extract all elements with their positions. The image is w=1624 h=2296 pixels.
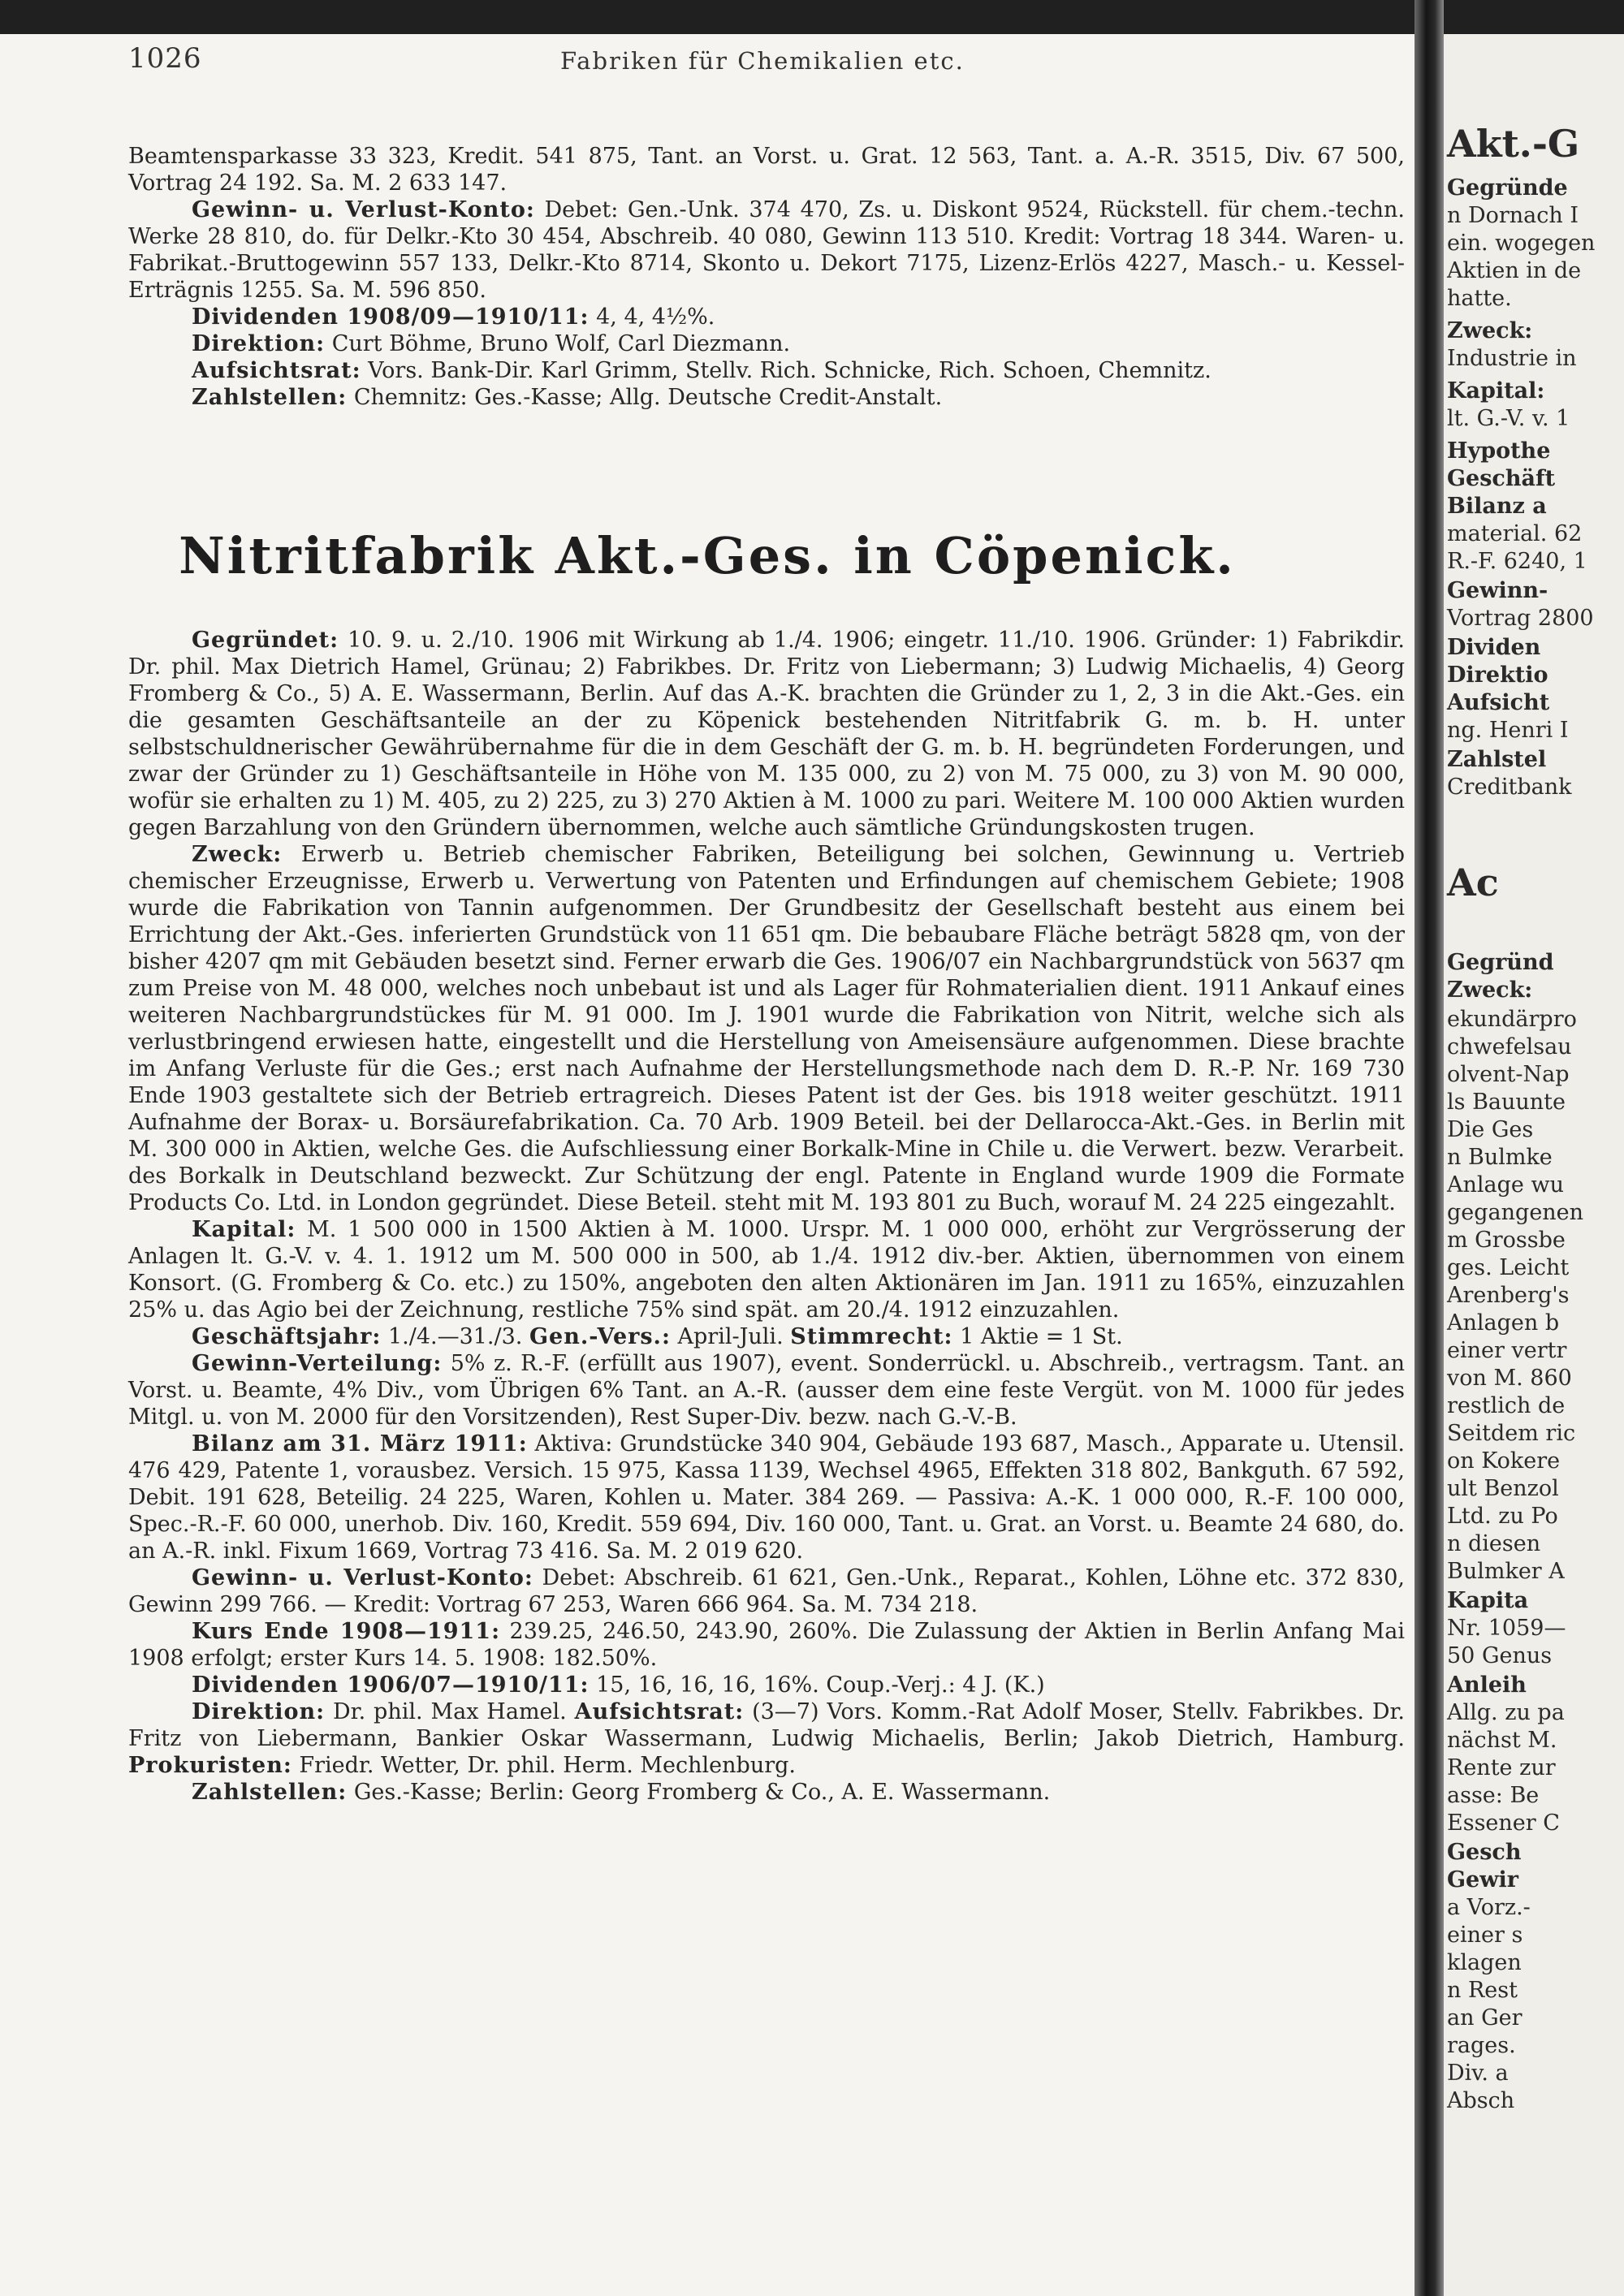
capital-text: M. 1 500 000 in 1500 Aktien à M. 1000. Urspr. M. 1 000 000, erhöht zur Vergrösserung der Anlagen lt. G.-V. v. 4. 1. 1912 um M. 500 000 in 500, ab 1./4. 1912 div.-ber. Aktien, übernommen von einem Konsort. (G. Fromberg & Co. etc.) zu 150%, angeboten den alten Aktionären im Jan. 1911 zu 165%, einzuzahlen 25% u. das Agio bei der Zeichnung, restliche 75% sind spät. am 20./4. 1912 einzuzahlen.	[128, 1217, 1405, 1323]
facing-page-line: Zweck:	[1447, 318, 1533, 343]
direction-label: Direktion:	[192, 1699, 326, 1724]
facing-page-line: ges. Leicht	[1447, 1255, 1570, 1280]
facing-page-line: nächst M.	[1447, 1728, 1557, 1753]
facing-page-fragment	[1444, 34, 1624, 2296]
fiscal-year-label: Geschäftsjahr:	[192, 1324, 382, 1349]
facing-page-line: Gegründe	[1447, 175, 1568, 201]
facing-page-line: Bilanz a	[1447, 494, 1547, 519]
voting-right-label: Stimmrecht:	[790, 1324, 953, 1349]
facing-page-line: Gewinn-	[1447, 578, 1548, 603]
supervisory-board-text: (3—7) Vors. Komm.-Rat Adolf Moser, Stellv. Fabrikbes. Dr. Fritz von Liebermann, Bankier Oskar Wassermann, Ludwig Michaelis, Berlin; Jakob Dietrich, Hamburg.	[128, 1699, 1405, 1751]
facing-page-line: Essener C	[1447, 1810, 1560, 1836]
facing-page-line: ein. wogegen	[1447, 231, 1596, 256]
general-meeting-text: April-Juli.	[670, 1324, 791, 1349]
prev-dir-label: Direktion:	[192, 331, 326, 356]
balance-text: Aktiva: Grundstücke 340 904, Gebäude 193 687, Masch., Apparate u. Utensil. 476 429, Patente 1, vorausbez. Versich. 15 975, Kassa 1139, Wechsel 4965, Effekten 318 802, Bankguth. 67 592, Debit. 191 628, Beteilig. 24 225, Waren, Kohlen u. Mater. 384 269. — Passiva: A.-K. 1 000 000, R.-F. 100 000, Spec.-R.-F. 60 000, unerhob. Div. 160, Kredit. 559 694, Div. 160 000, Tant. u. Grat. an Vorst. u. Beamte 24 680, do. an A.-R. inkl. Fixum 1669, Vortrag 73 416. Sa. M. 2 019 620.	[128, 1431, 1405, 1564]
facing-page-line: ekundärpro	[1447, 1007, 1577, 1032]
facing-page-line: n Rest	[1447, 1978, 1518, 2003]
facing-page-line: olvent-Nap	[1447, 1062, 1570, 1087]
facing-page-line: Zweck:	[1447, 978, 1533, 1003]
profit-distribution-paragraph	[128, 1350, 1405, 1431]
prev-paying-agents	[128, 384, 1405, 411]
fiscal-year-text: 1./4.—31./3.	[381, 1324, 529, 1349]
company-title: Nitritfabrik Akt.-Ges. in Cöpenick.	[179, 526, 1236, 585]
facing-page-line: Direktio	[1447, 662, 1548, 688]
profit-loss-paragraph	[128, 1564, 1405, 1618]
paying-agents-paragraph	[128, 1779, 1405, 1806]
facing-page-line: Anlagen b	[1447, 1310, 1560, 1336]
capital-paragraph	[128, 1216, 1405, 1323]
management-paragraph	[128, 1698, 1405, 1779]
prev-dir-text: Curt Böhme, Bruno Wolf, Carl Diezmann.	[325, 331, 791, 356]
facing-page-line: ls Bauunte	[1447, 1090, 1566, 1115]
profit-distribution-text: 5% z. R.-F. (erfüllt aus 1907), event. Sonderrückl. u. Abschreib., vertragsm. Tant. an Vorst. u. Beamte, 4% Div., vom Übrigen 6% Tant. an A.-R. (ausser dem eine feste Vergüt. von M. 1000 für jedes Mitgl. u. von M. 2000 für den Vorsitzenden), Rest Super-Div. bezw. nach G.-V.-B.	[128, 1351, 1405, 1430]
facing-page-line: Anleih	[1447, 1672, 1527, 1698]
dividends-label: Dividenden 1906/07—1910/11:	[192, 1672, 590, 1698]
facing-page-line: Hypothe	[1447, 438, 1551, 464]
prev-supervisory-board	[128, 357, 1405, 384]
balance-paragraph	[128, 1431, 1405, 1564]
general-meeting-label: Gen.-Vers.:	[529, 1324, 671, 1349]
facing-page-line: lt. G.-V. v. 1	[1447, 406, 1570, 431]
authorized-officers-text: Friedr. Wetter, Dr. phil. Herm. Mechlenburg.	[292, 1753, 796, 1778]
book-gutter	[1415, 0, 1444, 2296]
facing-page-line: Vortrag 2800	[1447, 606, 1594, 631]
facing-page-line: von M. 860	[1447, 1366, 1572, 1391]
capital-label: Kapital:	[192, 1217, 296, 1242]
facing-page-line: einer s	[1447, 1923, 1523, 1948]
facing-page-line: Div. a	[1447, 2061, 1509, 2086]
facing-page-line: n diesen	[1447, 1531, 1541, 1556]
prev-profit-loss	[128, 196, 1405, 304]
running-title: Fabriken für Chemikalien etc.	[560, 47, 965, 75]
facing-page-line: m Grossbe	[1447, 1228, 1566, 1253]
facing-page-line: a Vorz.-	[1447, 1895, 1531, 1920]
facing-page-line: Gewir	[1447, 1867, 1518, 1892]
profit-loss-text: Debet: Abschreib. 61 621, Gen.-Unk., Reparat., Kohlen, Löhne etc. 372 830, Gewinn 299 766. — Kredit: Vortrag 67 253, Waren 666 964. Sa. M. 734 218.	[128, 1565, 1406, 1617]
prev-dividends	[128, 304, 1405, 330]
facing-page-line: Ltd. zu Po	[1447, 1504, 1558, 1529]
facing-page-line: Akt.-G	[1447, 122, 1580, 166]
prev-gv-label: Gewinn- u. Verlust-Konto:	[192, 197, 535, 222]
company-entry	[128, 627, 1405, 1806]
facing-page-line: Absch	[1447, 2088, 1515, 2113]
purpose-paragraph	[128, 841, 1405, 1216]
prev-ar-label: Aufsichtsrat:	[192, 358, 361, 383]
facing-page-line: Dividen	[1447, 635, 1541, 660]
facing-page-line: ng. Henri I	[1447, 718, 1569, 743]
facing-page-line: Kapital:	[1447, 378, 1545, 404]
facing-page-line: rages.	[1447, 2033, 1516, 2058]
facing-page-line: n Bulmke	[1447, 1145, 1553, 1170]
purpose-text: Erwerb u. Betrieb chemischer Fabriken, Beteiligung bei solchen, Gewinnung u. Vertrieb chemischer Erzeugnisse, Erwerb u. Verwertung von Patenten und Erfindungen auf chemischem Gebiete; 1908 wurde die Fabrikation von Tannin aufgenommen. Der Grundbesitz der Gesellschaft besteht aus einem bei Errichtung der Akt.-Ges. inferierten Grundstück von 11 651 qm. Die bebaubare Fläche beträgt 5828 qm, von der bisher 4207 qm mit Gebäuden besetzt sind. Ferner erwarb die Ges. 1906/07 ein Nachbargrundstück von 5637 qm zum Preise von M. 48 000, welches noch unbebaut ist und als Lager für Rohmaterialien dient. 1911 Ankauf eines weiteren Nachbargrundstückes für M. 91 000. Im J. 1901 wurde die Fabrikation von Nitrit, welche sich als verlustbringend erwiesen hatte, eingestellt und die Herstellung von Ameisensäure aufgenommen. Diese brachte im Anfang Verluste für die Ges.; erst nach Aufnahme der Herstellungsmethode nach dem D. R.-P. Nr. 169 730 Ende 1903 gestaltete sich der Betrieb ertragreich. Dieses Patent ist der Ges. bis 1918 weiter geschützt. 1911 Aufnahme der Borax- u. Borsäurefabrikation. Ca. 70 Arb. 1909 Beteil. bei der Dellarocca-Akt.-Ges. in Berlin mit M. 300 000 in Aktien, welche Ges. die Aufschliessung einer Borkalk-Mine in Chile u. die Verwert. bezw. Verarbeit. des Borkalk in Deutschland bezweckt. Zur Schützung der engl. Patente in England wurde 1909 die Formate Products Co. Ltd. in London gegründet. Diese Beteil. steht mit M. 193 801 zu Buch, worauf M. 24 225 eingezahlt.	[128, 842, 1405, 1215]
price-text: 239.25, 246.50, 243.90, 260%. Die Zulassung der Aktien in Berlin Anfang Mai 1908 erfolgt; erster Kurs 14. 5. 1908: 182.50%.	[128, 1619, 1405, 1671]
facing-page-line: Kapita	[1447, 1588, 1529, 1613]
previous-entry	[128, 143, 1405, 411]
facing-page-line: on Kokere	[1447, 1448, 1561, 1474]
facing-page-line: Seitdem ric	[1447, 1421, 1576, 1446]
facing-page-line: n Dornach I	[1447, 203, 1579, 228]
facing-page-line: R.-F. 6240, 1	[1447, 549, 1587, 574]
facing-page-line: Bulmker A	[1447, 1559, 1565, 1584]
facing-page-line: Die Ges	[1447, 1117, 1534, 1142]
facing-page-line: Gegründ	[1447, 950, 1554, 975]
facing-page-line: Industrie in	[1447, 346, 1577, 371]
prev-ar-text: Vors. Bank-Dir. Karl Grimm, Stellv. Rich. Schnicke, Rich. Schoen, Chemnitz.	[361, 358, 1212, 383]
facing-page-line: klagen	[1447, 1950, 1522, 1975]
voting-right-text: 1 Aktie = 1 St.	[952, 1324, 1123, 1349]
prev-direction	[128, 330, 1405, 357]
facing-page-line: Arenberg's	[1447, 1283, 1570, 1308]
paying-agents-label: Zahlstellen:	[192, 1780, 348, 1805]
facing-page-line: Aktien in de	[1447, 258, 1582, 283]
facing-page-line: Creditbank	[1447, 775, 1572, 800]
facing-page-line: einer vertr	[1447, 1338, 1567, 1363]
facing-page-line: gegangenen	[1447, 1200, 1584, 1225]
balance-label: Bilanz am 31. März 1911:	[192, 1431, 528, 1457]
prev-balance-text: Beamtensparkasse 33 323, Kredit. 541 875, Tant. an Vorst. u. Grat. 12 563, Tant. a. A.-R. 3515, Div. 67 500, Vortrag 24 192. Sa. M. 2 633 147.	[128, 144, 1405, 196]
facing-page-line: Aufsicht	[1447, 690, 1550, 715]
prev-zs-label: Zahlstellen:	[192, 385, 348, 410]
profit-distribution-label: Gewinn-Verteilung:	[192, 1351, 443, 1376]
paying-agents-text: Ges.-Kasse; Berlin: Georg Fromberg & Co., A. E. Wassermann.	[347, 1780, 1051, 1805]
founded-paragraph	[128, 627, 1405, 841]
founded-text: 10. 9. u. 2./10. 1906 mit Wirkung ab 1./4. 1906; eingetr. 11./10. 1906. Gründer: 1) Fabrikdir. Dr. phil. Max Dietrich Hamel, Grünau; 2) Fabrikbes. Dr. Fritz von Liebermann; 3) Ludwig Michaelis, 4) Georg Fromberg & Co., 5) A. E. Wassermann, Berlin. Auf das A.-K. brachten die Gründer zu 1, 2, 3 in die Akt.-Ges. ein die gesamten Geschäftsanteile an der zu Köpenick bestehenden Nitritfabrik G. m. b. H. unter selbstschuldnerischer Gewährübernahme für die in dem Geschäft der G. m. b. H. begründeten Forderungen, und zwar der Gründer zu 1) Geschäftsanteile in Höhe von M. 135 000, zu 2) von M. 75 000, zu 3) von M. 90 000, wofür sie erhalten zu 1) M. 405, zu 2) 225, zu 3) 270 Aktien à M. 1000 zu pari. Weitere M. 100 000 Aktien wurden gegen Barzahlung von den Gründern übernommen, welche auch sämtliche Gründungskosten trugen.	[128, 628, 1405, 840]
facing-page-line: Zahlstel	[1447, 747, 1547, 772]
dividends-paragraph	[128, 1672, 1405, 1698]
facing-page-line: Anlage wu	[1447, 1172, 1564, 1198]
facing-page-line: Gesch	[1447, 1840, 1522, 1865]
facing-page-line: Allg. zu pa	[1447, 1700, 1565, 1725]
prev-div-label: Dividenden 1908/09—1910/11:	[192, 304, 590, 330]
page-number: 1026	[128, 42, 202, 75]
facing-page-line: asse: Be	[1447, 1783, 1540, 1808]
facing-page-line: Rente zur	[1447, 1755, 1556, 1780]
prev-div-text: 4, 4, 4½%.	[589, 304, 715, 330]
facing-page-line: material. 62	[1447, 521, 1583, 546]
facing-page-line: an Ger	[1447, 2005, 1522, 2031]
direction-text: Dr. phil. Max Hamel.	[325, 1699, 575, 1724]
prev-zs-text: Chemnitz: Ges.-Kasse; Allg. Deutsche Credit-Anstalt.	[347, 385, 943, 410]
facing-page-line: ult Benzol	[1447, 1476, 1559, 1501]
scan-top-border	[0, 0, 1624, 34]
purpose-label: Zweck:	[192, 842, 283, 867]
facing-page-line: Ac	[1447, 861, 1499, 904]
price-paragraph	[128, 1618, 1405, 1672]
profit-loss-label: Gewinn- u. Verlust-Konto:	[192, 1565, 533, 1590]
authorized-officers-label: Prokuristen:	[128, 1753, 292, 1778]
supervisory-board-label: Aufsichtsrat:	[574, 1699, 745, 1724]
price-label: Kurs Ende 1908—1911:	[192, 1619, 501, 1644]
prev-gv-text: Debet: Gen.-Unk. 374 470, Zs. u. Diskont 9524, Rückstell. für chem.-techn. Werke 28 810, do. für Delkr.-Kto 30 454, Abschreib. 40 080, Gewinn 113 510. Kredit: Vortrag 18 344. Waren- u. Fabrikat.-Bruttogewinn 557 133, Delkr.-Kto 8714, Skonto u. Dekort 7175, Lizenz-Erlös 4227, Masch.- u. Kessel-Erträgnis 1255. Sa. M. 596 850.	[128, 197, 1405, 303]
fiscal-year-line	[128, 1323, 1405, 1350]
founded-label: Gegründet:	[192, 628, 339, 653]
facing-page-line: chwefelsau	[1447, 1034, 1572, 1060]
facing-page-line: restlich de	[1447, 1393, 1566, 1418]
dividends-text: 15, 16, 16, 16, 16%. Coup.-Verj.: 4 J. (K.)	[589, 1672, 1045, 1698]
facing-page-line: hatte.	[1447, 286, 1512, 311]
facing-page-line: 50 Genus	[1447, 1643, 1553, 1668]
facing-page-line: Geschäft	[1447, 466, 1556, 491]
facing-page-line: Nr. 1059—	[1447, 1616, 1566, 1641]
